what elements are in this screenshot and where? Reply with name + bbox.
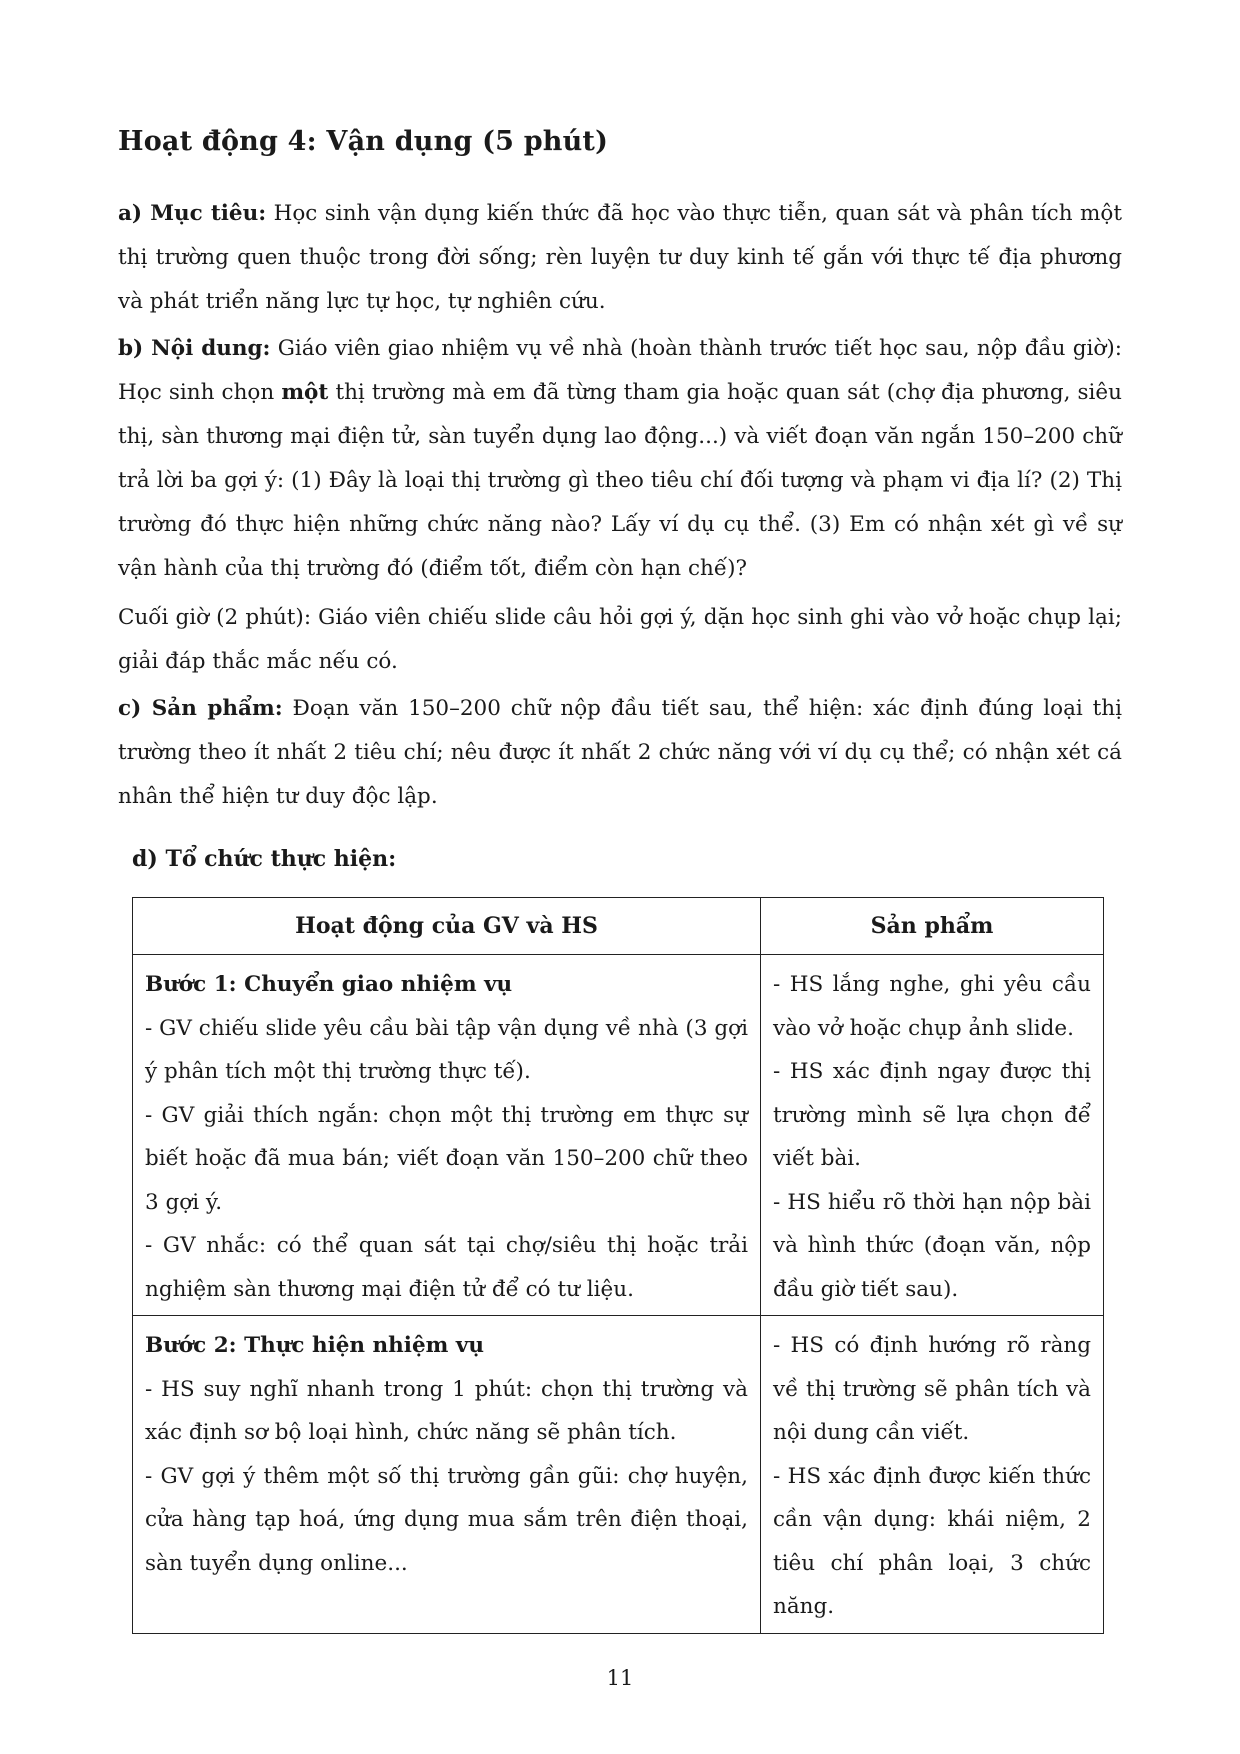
- table-header-row: [133, 898, 1104, 955]
- activity-item: - HS suy nghĩ nhanh trong 1 phút: chọn thị trường và xác định sơ bộ loại hình, chức năng sẽ phân tích.: [145, 1376, 748, 1445]
- section-a-text: Học sinh vận dụng kiến thức đã học vào thực tiễn, quan sát và phân tích một thị trường quen thuộc trong đời sống; rèn luyện tư duy kinh tế gắn với thực tế địa phương và phát triển năng lực tự học, tự nghiên cứu.: [118, 201, 1122, 314]
- product-item: - HS hiểu rõ thời hạn nộp bài và hình thức (đoạn văn, nộp đầu giờ tiết sau).: [773, 1189, 1091, 1302]
- section-c-product: [118, 687, 1122, 819]
- table-row: [133, 1316, 1104, 1634]
- section-b-label: b) Nội dung:: [118, 336, 271, 361]
- products-cell: [761, 1316, 1104, 1634]
- section-c-label: c) Sản phẩm:: [118, 696, 283, 721]
- step-title: Bước 1: Chuyển giao nhiệm vụ: [145, 972, 513, 997]
- section-a-label: a) Mục tiêu:: [118, 201, 267, 226]
- product-item: - HS xác định ngay được thị trường mình sẽ lựa chọn để viết bài.: [773, 1059, 1091, 1171]
- header-activities: Hoạt động của GV và HS: [133, 898, 761, 955]
- activity-heading: Hoạt động 4: Vận dụng (5 phút): [118, 126, 609, 157]
- organization-table: [132, 897, 1104, 1634]
- activity-item: - GV chiếu slide yêu cầu bài tập vận dụng về nhà (3 gợi ý phân tích một thị trường thực tế).: [145, 1015, 748, 1084]
- section-d-heading: d) Tổ chức thực hiện:: [132, 846, 397, 872]
- table-row: [133, 955, 1104, 1316]
- section-b-text-1: Giáo viên giao nhiệm vụ về nhà (hoàn thành trước tiết học sau, nộp đầu giờ): Học sinh chọn: [118, 336, 1122, 405]
- products-cell: [761, 955, 1104, 1316]
- section-c-text: Đoạn văn 150–200 chữ nộp đầu tiết sau, thể hiện: xác định đúng loại thị trường theo ít nhất 2 tiêu chí; nêu được ít nhất 2 chức năng với ví dụ cụ thể; có nhận xét cá nhân thể hiện tư duy độc lập.: [118, 696, 1122, 809]
- section-b-text-2: thị trường mà em đã từng tham gia hoặc quan sát (chợ địa phương, siêu thị, sàn thương mại điện tử, sàn tuyển dụng lao động...) và viết đoạn văn ngắn 150–200 chữ trả lời ba gợi ý: (1) Đây là loại thị trường gì theo tiêu chí đối tượng và phạm vi địa lí? (2) Thị trường đó thực hiện những chức năng nào? Lấy ví dụ cụ thể. (3) Em có nhận xét gì về sự vận hành của thị trường đó (điểm tốt, điểm còn hạn chế)?: [118, 380, 1122, 581]
- closing-paragraph: Cuối giờ (2 phút): Giáo viên chiếu slide câu hỏi gợi ý, dặn học sinh ghi vào vở hoặc chụp lại; giải đáp thắc mắc nếu có.: [118, 605, 1122, 674]
- product-item: - HS lắng nghe, ghi yêu cầu vào vở hoặc chụp ảnh slide.: [773, 972, 1091, 1041]
- section-b-emphasis: một: [281, 380, 329, 405]
- activity-item: - GV nhắc: có thể quan sát tại chợ/siêu thị hoặc trải nghiệm sàn thương mại điện tử để có tư liệu.: [145, 1233, 748, 1302]
- product-item: - HS xác định được kiến thức cần vận dụng: khái niệm, 2 tiêu chí phân loại, 3 chức năng.: [773, 1463, 1091, 1619]
- activities-cell: [133, 1316, 761, 1634]
- product-item: - HS có định hướng rõ ràng về thị trường sẽ phân tích và nội dung cần viết.: [773, 1333, 1091, 1445]
- activities-cell: [133, 955, 761, 1316]
- section-b-content: [118, 327, 1122, 591]
- section-a-objective: [118, 192, 1122, 324]
- step-title: Bước 2: Thực hiện nhiệm vụ: [145, 1333, 485, 1358]
- page-number: 11: [606, 1666, 634, 1690]
- activity-item: - GV giải thích ngắn: chọn một thị trường em thực sự biết hoặc đã mua bán; viết đoạn văn 150–200 chữ theo 3 gợi ý.: [145, 1102, 748, 1215]
- header-products: Sản phẩm: [761, 898, 1104, 955]
- activity-item: - GV gợi ý thêm một số thị trường gần gũi: chợ huyện, cửa hàng tạp hoá, ứng dụng mua sắm trên điện thoại, sàn tuyển dụng online...: [145, 1463, 748, 1576]
